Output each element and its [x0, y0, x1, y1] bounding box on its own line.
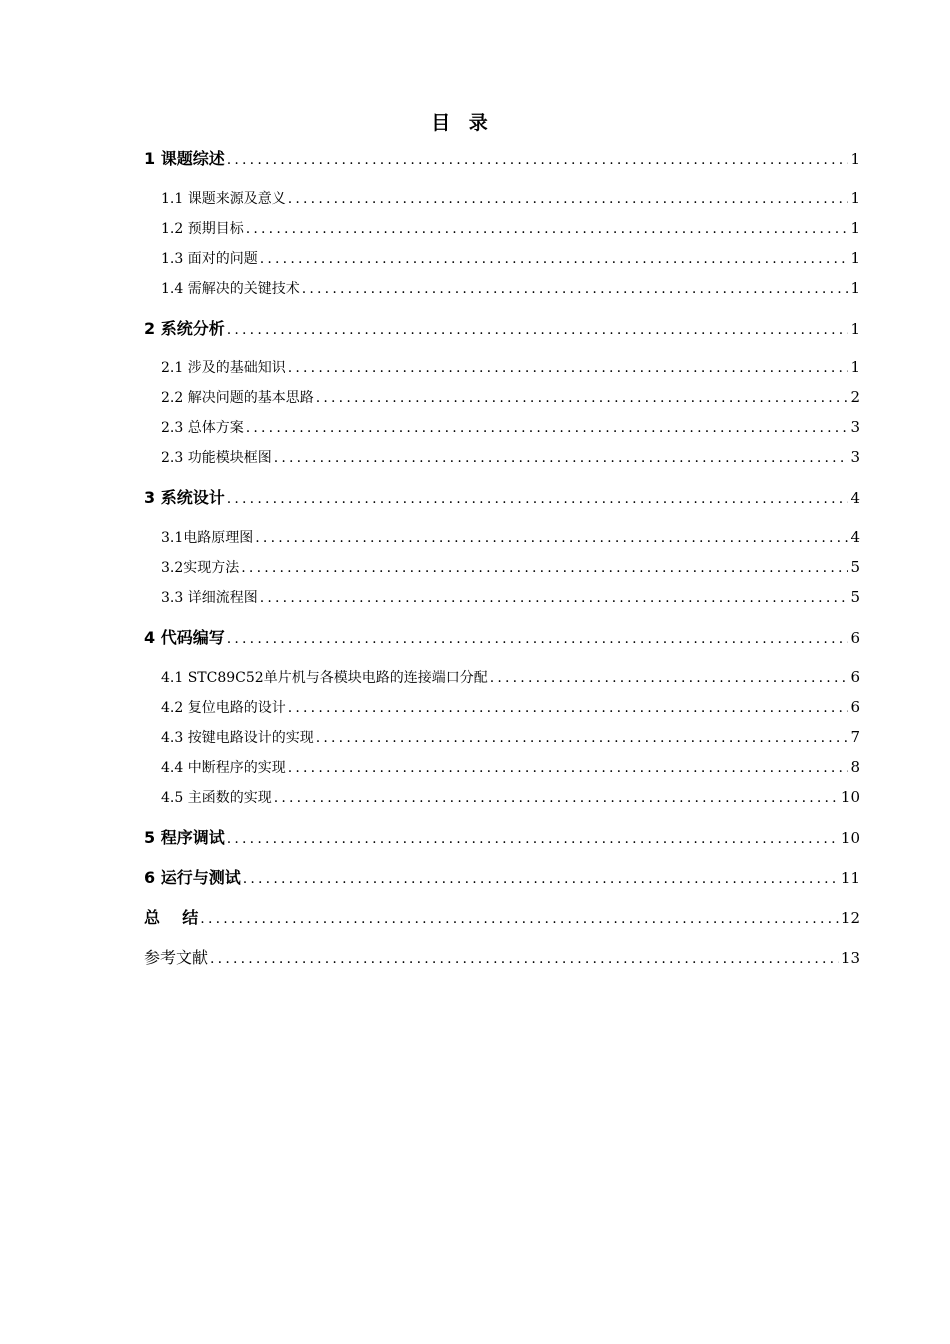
toc-entry-page: 1 [850, 219, 860, 237]
toc-entry-label: 4.2 复位电路的设计 [161, 700, 286, 716]
toc-leader-dots [260, 590, 849, 606]
toc-entry-page: 1 [850, 320, 860, 338]
toc-leader-dots [288, 700, 849, 716]
toc-entry-page: 10 [840, 829, 860, 847]
toc-entry[interactable] [144, 316, 860, 339]
toc-entry-page: 5 [850, 588, 860, 606]
toc-entry-page: 1 [850, 189, 860, 207]
toc-entry-page: 4 [850, 528, 860, 546]
toc-leader-dots [490, 670, 849, 686]
toc-entry[interactable] [144, 865, 860, 888]
toc-entry-page: 1 [850, 150, 860, 168]
toc-entry[interactable] [144, 527, 860, 547]
toc-entry[interactable] [144, 905, 860, 928]
toc-leader-dots [243, 871, 839, 887]
toc-entry[interactable] [144, 387, 860, 407]
toc-entry-page: 1 [850, 358, 860, 376]
toc-entry[interactable] [144, 218, 860, 238]
toc-entry-page: 5 [850, 558, 860, 576]
toc-entry-page: 13 [840, 949, 860, 967]
toc-entry-page: 3 [850, 448, 860, 466]
toc-entry-label: 4.4 中断程序的实现 [161, 760, 286, 776]
toc-entry-label: 1.1 课题来源及意义 [161, 191, 286, 207]
toc-leader-dots [288, 191, 849, 207]
toc-entry-page: 12 [840, 909, 860, 927]
toc-entry-page: 6 [850, 668, 860, 686]
toc-entry-page: 8 [850, 758, 860, 776]
toc-entry[interactable] [144, 727, 860, 747]
toc-entry-label: 2 系统分析 [144, 319, 225, 338]
toc-leader-dots [288, 760, 849, 776]
toc-leader-dots [316, 730, 849, 746]
toc-entry-label: 2.3 总体方案 [161, 420, 244, 436]
toc-entry-page: 10 [840, 788, 860, 806]
toc-entry-label: 4.5 主函数的实现 [161, 790, 272, 806]
toc-entry-page: 4 [850, 489, 860, 507]
toc-leader-dots [255, 530, 848, 546]
toc-leader-dots [227, 152, 849, 168]
toc-leader-dots [227, 831, 839, 847]
toc-title: 目 录 [431, 112, 494, 134]
toc-entry-page: 2 [850, 388, 860, 406]
toc-leader-dots [227, 322, 849, 338]
toc-entry[interactable] [144, 248, 860, 268]
toc-entry-label: 参考文献 [144, 948, 209, 967]
toc-entry-label: 3.2实现方法 [161, 560, 240, 576]
toc-entry[interactable] [144, 757, 860, 777]
toc-entry[interactable] [144, 825, 860, 848]
toc-entry-page: 11 [840, 869, 860, 887]
toc-leader-dots [246, 420, 849, 436]
toc-entry[interactable] [144, 417, 860, 437]
toc-leader-dots [227, 631, 849, 647]
toc-entry-label: 4.1 STC89C52单片机与各模块电路的连接端口分配 [161, 670, 488, 686]
toc-leader-dots [316, 390, 849, 406]
toc-entry[interactable] [144, 787, 860, 807]
toc-entry-label: 1.2 预期目标 [161, 221, 244, 237]
toc-entry[interactable] [144, 667, 860, 687]
toc-leader-dots [227, 491, 849, 507]
toc-entry-label: 5 程序调试 [144, 828, 225, 847]
toc-entry-label: 2.1 涉及的基础知识 [161, 360, 286, 376]
toc-entry-page: 6 [850, 629, 860, 647]
toc-entry-label: 4 代码编写 [144, 628, 225, 647]
toc-leader-dots [288, 360, 849, 376]
toc-entry[interactable] [144, 485, 860, 508]
toc-entry-label: 总 结 [144, 908, 199, 927]
toc-leader-dots [302, 281, 849, 297]
toc-entry-page: 7 [850, 728, 860, 746]
toc-entry-page: 3 [850, 418, 860, 436]
toc-entry-page: 6 [850, 698, 860, 716]
toc-entry[interactable] [144, 697, 860, 717]
toc-leader-dots [200, 911, 839, 927]
toc-entry-label: 6 运行与测试 [144, 868, 241, 887]
toc-entry-label: 3 系统设计 [144, 488, 225, 507]
toc-leader-dots [246, 221, 849, 237]
toc-entry[interactable] [144, 945, 860, 968]
toc-entry-label: 4.3 按键电路设计的实现 [161, 730, 314, 746]
toc-entry[interactable] [144, 146, 860, 169]
toc-entry-label: 3.3 详细流程图 [161, 590, 258, 606]
toc-entry[interactable] [144, 278, 860, 298]
toc-entry[interactable] [144, 625, 860, 648]
toc-entry-page: 1 [850, 279, 860, 297]
toc-leader-dots [274, 450, 849, 466]
toc-leader-dots [274, 790, 839, 806]
toc-leader-dots [241, 560, 848, 576]
toc-entry-label: 1.3 面对的问题 [161, 251, 258, 267]
toc-entry[interactable] [144, 587, 860, 607]
toc-entry-label: 2.3 功能模块框图 [161, 450, 272, 466]
toc-leader-dots [210, 951, 839, 967]
toc-entry[interactable] [144, 557, 860, 577]
toc-leader-dots [260, 251, 849, 267]
toc-entry-label: 2.2 解决问题的基本思路 [161, 390, 314, 406]
toc-entry-label: 1.4 需解决的关键技术 [161, 281, 300, 297]
toc-entry-label: 1 课题综述 [144, 149, 225, 168]
toc-entry[interactable] [144, 188, 860, 208]
toc-entry[interactable] [144, 357, 860, 377]
toc-entry-page: 1 [850, 249, 860, 267]
toc-entry-label: 3.1电路原理图 [161, 530, 254, 546]
toc-entry[interactable] [144, 447, 860, 467]
